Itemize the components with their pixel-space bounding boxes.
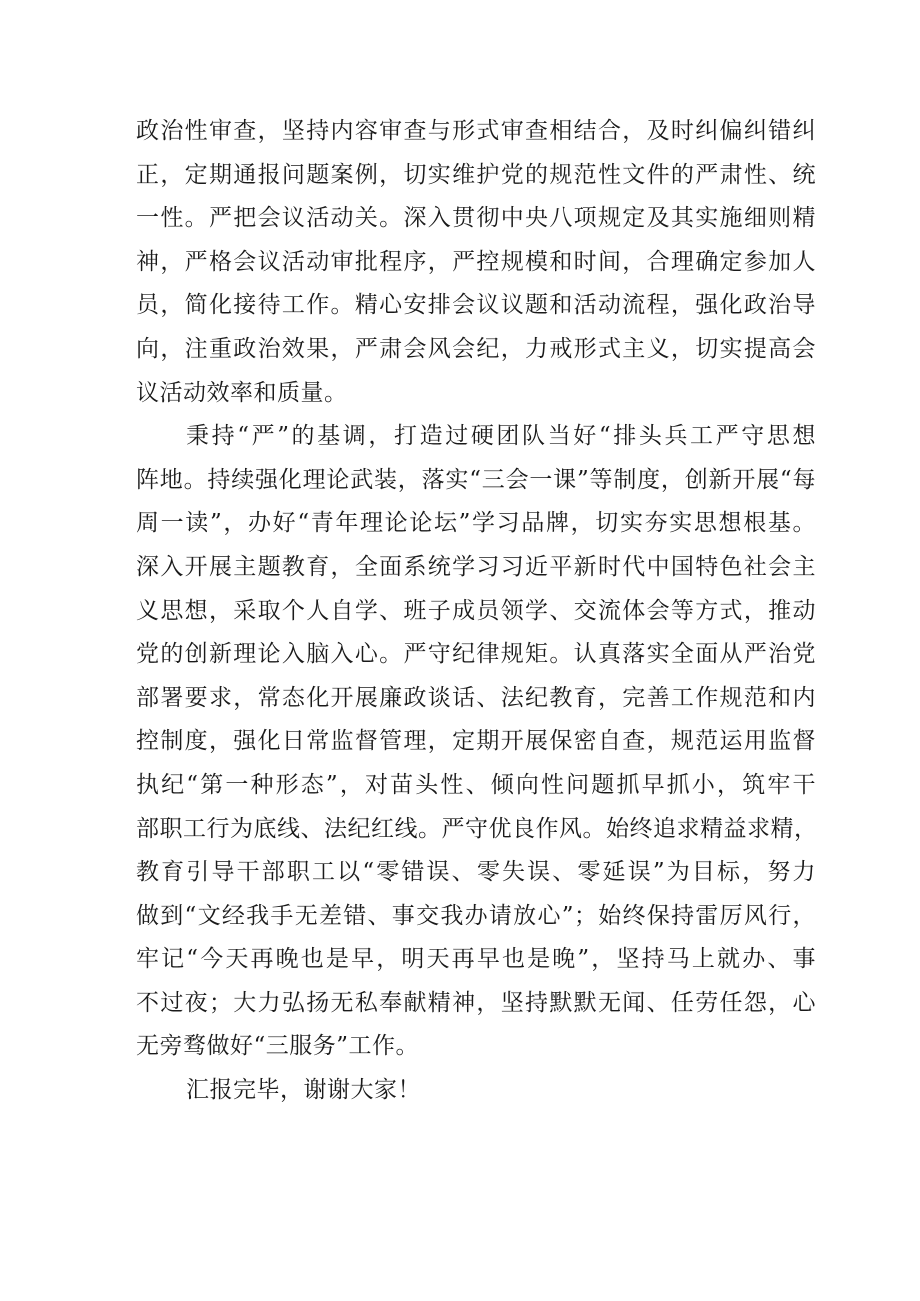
text-line: 秉持“严”的基调，打造过硬团队当好“排头兵工严守思想 [186,423,816,450]
text-line: 阵地。持续强化理论武装，落实“三会一课”等制度，创新开展“每 [136,466,816,493]
text-line: 正，定期通报问题案例，切实维护党的规范性文件的严肃性、统 [136,161,816,188]
closing-line: 汇报完毕，谢谢大家！ [186,1077,421,1104]
text-line: 政治性审查，坚持内容审查与形式审查相结合，及时纠偏纠错纠 [136,118,816,144]
text-line: 神，严格会议活动审批程序，严控规模和时间，合理确定参加人 [136,248,816,275]
text-line: 员，简化接待工作。精心安排会议议题和活动流程，强化政治导 [136,292,816,319]
text-line: 执纪“第一种形态”，对苗头性、倾向性问题抓早抓小，筑牢干 [136,771,816,798]
text-line: 不过夜；大力弘扬无私奉献精神，坚持默默无闻、任劳任怨，心 [136,989,816,1016]
text-line: 党的创新理论入脑入心。严守纪律规矩。认真落实全面从严治党 [136,641,816,668]
text-line: 教育引导干部职工以“零错误、零失误、零延误”为目标，努力 [136,859,816,886]
text-line: 牢记“今天再晚也是早，明天再早也是晚”，坚持马上就办、事 [136,946,816,973]
text-line: 控制度，强化日常监督管理，定期开展保密自查，规范运用监督 [136,728,816,755]
text-line: 一性。严把会议活动关。深入贯彻中央八项规定及其实施细则精 [136,205,816,232]
text-line: 义思想，采取个人自学、班子成员领学、交流体会等方式，推动 [136,597,816,624]
text-line: 向，注重政治效果，严肃会风会纪，力戒形式主义，切实提高会 [136,335,816,362]
text-line: 部职工行为底线、法纪红线。严守优良作风。始终追求精益求精， [136,815,818,842]
text-line: 周一读”，办好“青年理论论坛”学习品牌，切实夯实思想根基。 [136,510,816,537]
text-line: 做到“文经我手无差错、事交我办请放心”；始终保持雷厉风行， [136,902,816,929]
document-body [136,110,816,1113]
paragraph-meeting-management [136,110,816,415]
text-line: 部署要求，常态化开展廉政谈话、法纪教育，完善工作规范和内 [136,684,816,711]
paragraph-closing [136,1069,816,1113]
text-line: 无旁骛做好“三服务”工作。 [136,1033,420,1060]
text-line: 深入开展主题教育，全面系统学习习近平新时代中国特色社会主 [136,553,816,580]
paragraph-team-building [136,415,816,1069]
text-line: 议活动效率和质量。 [136,379,348,406]
